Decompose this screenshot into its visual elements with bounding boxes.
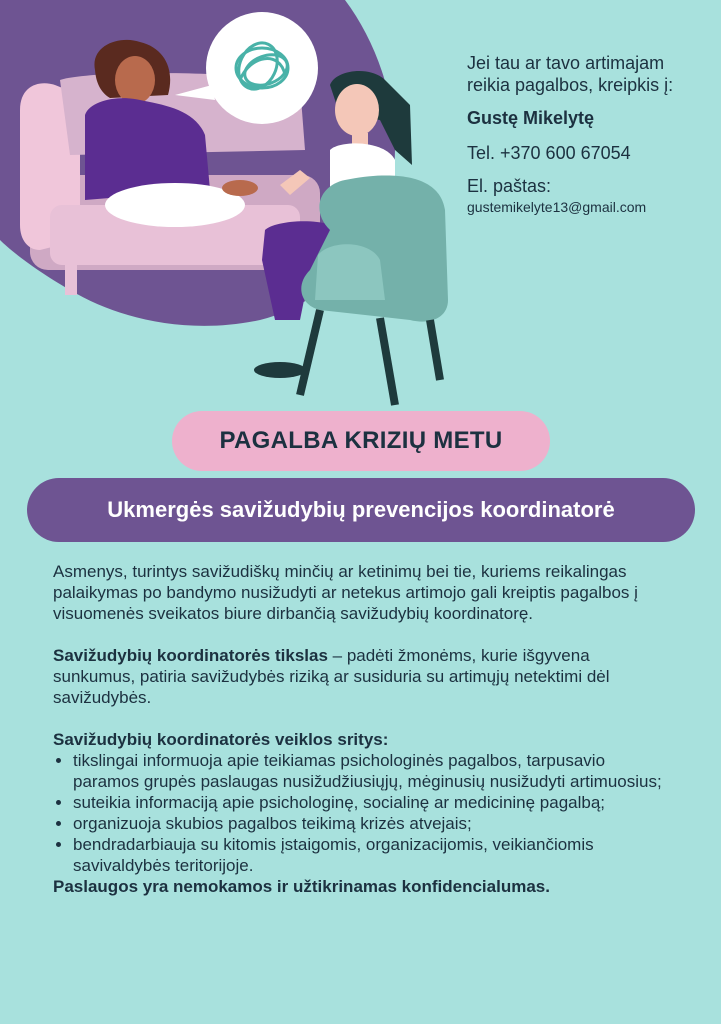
list-item: • tikslingai informuoja apie teikiamas psichologinės pagalbos, tarpusavio paramos grupės paslaugas nusižudžiusiųjų, mėginusių nusižudyti artimuosius;	[73, 750, 673, 792]
therapy-session-illustration	[0, 0, 460, 410]
goal-text: – padėti žmonėms, kurie išgyvena sunkumus, patiria savižudybės riziką ar susiduria su artimųjų netektimi dėl savižudybės.	[53, 646, 610, 707]
contact-email-label: El. paštas:	[467, 176, 552, 196]
page-title: PAGALBA KRIZIŲ METU	[172, 411, 550, 471]
contact-email: gustemikelyte13@gmail.com	[467, 199, 647, 215]
areas-list	[53, 750, 673, 876]
intro-paragraph: Asmenys, turintys savižudiškų minčių ar ketinimų bei tie, kuriems reikalingas palaikymas po bandymo nusižudyti ar netekus artimojo gali kreiptis pagalbos į visuomenės sveikatos biure dirbančią savižudybių koordinatorę.	[53, 562, 638, 623]
goal-paragraph	[53, 645, 673, 708]
page-subtitle: Ukmergės savižudybių prevencijos koordinatorė	[27, 478, 695, 542]
contact-phone: Tel. +370 600 67054	[467, 143, 631, 163]
footer-note: Paslaugos yra nemokamos ir užtikrinamas konfidencialumas.	[53, 877, 550, 896]
body-content	[53, 561, 673, 897]
areas-heading: Savižudybių koordinatorės veiklos sritys:	[53, 730, 389, 749]
contact-name: Gustę Mikelytę	[467, 108, 595, 128]
list-item: • organizuoja skubios pagalbos teikimą krizės atvejais;	[73, 813, 673, 834]
list-item: • suteikia informaciją apie psichologinę, socialinę ar medicininę pagalbą;	[73, 792, 673, 813]
list-item: • bendradarbiauja su kitomis įstaigomis, organizacijomis, veikiančiomis savivaldybės teritorijoje.	[73, 834, 673, 876]
armchair-shape	[300, 175, 448, 405]
contact-intro: Jei tau ar tavo artimajam reikia pagalbos, kreipkis į:	[467, 53, 674, 95]
goal-label: Savižudybių koordinatorės tikslas	[53, 646, 328, 665]
contact-info	[467, 52, 707, 215]
